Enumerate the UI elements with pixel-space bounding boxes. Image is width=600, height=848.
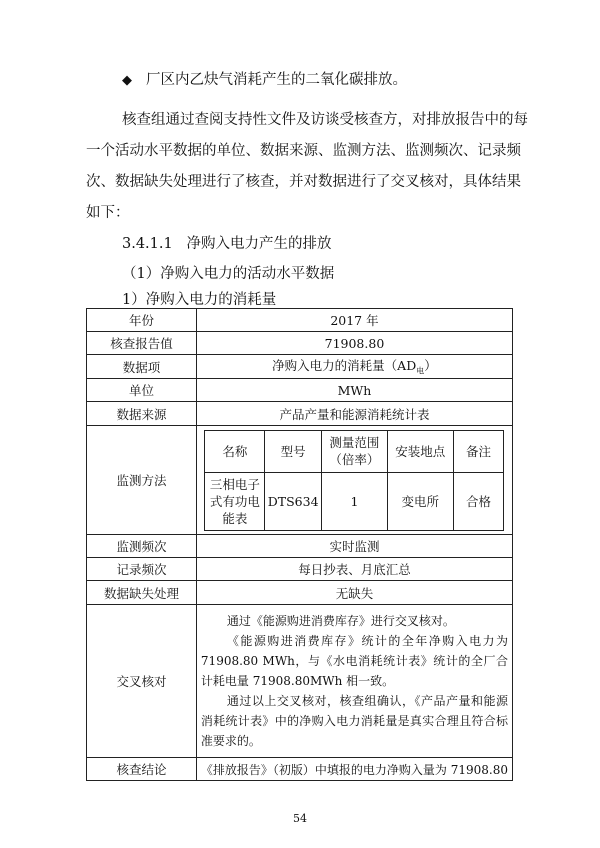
monitor-table — [204, 430, 504, 531]
row-value: 实时监测 — [196, 535, 512, 558]
row-value: MWh — [196, 379, 512, 402]
page-number: 54 — [293, 812, 307, 825]
row-value — [196, 355, 512, 379]
row-label: 监测频次 — [87, 535, 197, 558]
table-row — [87, 402, 513, 426]
monitor-header: 测量范围 （倍率） — [322, 430, 388, 472]
para-line-1: 核查组通过查阅支持性文件及访谈受核查方，对排放报告中的每 — [122, 112, 528, 128]
row-label: 监测方法 — [87, 426, 197, 535]
meter-location: 变电所 — [387, 472, 453, 530]
bullet-paragraph — [122, 70, 407, 91]
monitor-header: 备注 — [453, 430, 504, 472]
row-label: 交叉核对 — [87, 605, 197, 758]
table-row — [87, 309, 513, 332]
meter-remark: 合格 — [453, 472, 504, 530]
para-line-2: 一个活动水平数据的单位、数据来源、监测方法、监测频次、记录频 — [86, 143, 521, 159]
table-row — [87, 535, 513, 558]
data-item-suffix: ） — [424, 358, 437, 374]
meter-name: 三相电子 式有功电 能表 — [205, 472, 265, 530]
table-row — [87, 558, 513, 581]
meter-model: DTS634 — [265, 472, 322, 530]
section-heading: 3.4.1.1 净购入电力产生的排放 — [122, 236, 332, 252]
row-value: 产品产量和能源消耗统计表 — [196, 402, 512, 426]
table-row — [87, 379, 513, 402]
monitor-header: 安装地点 — [387, 430, 453, 472]
monitor-data-row — [205, 472, 504, 530]
cross-paragraph: 通过以上交叉核对，核查组确认，《产品产量和能源消耗统计表》中的净购入电力消耗量是真实合理且符合标准要求的。 — [200, 694, 508, 748]
row-label: 核查结论 — [87, 758, 197, 781]
row-label: 数据缺失处理 — [87, 581, 197, 605]
cross-paragraph: 通过《能源购进消费库存》进行交叉核对。 — [226, 614, 455, 628]
diamond-bullet-icon: ◆ — [122, 73, 132, 88]
para-line-4: 如下： — [86, 205, 130, 221]
cross-check-cell — [196, 605, 512, 758]
item-heading: 1）净购入电力的消耗量 — [122, 292, 277, 308]
row-label: 记录频次 — [87, 558, 197, 581]
meter-range: 1 — [322, 472, 388, 530]
table-row — [87, 426, 513, 535]
table-row — [87, 581, 513, 605]
table-row — [87, 355, 513, 379]
para-line-3: 次、数据缺失处理进行了核查，并对数据进行了交叉核对，具体结果 — [86, 174, 521, 190]
table-row — [87, 758, 513, 781]
row-value: 2017 年 — [196, 309, 512, 332]
row-label: 单位 — [87, 379, 197, 402]
bullet-text: 厂区内乙炔气消耗产生的二氧化碳排放。 — [146, 72, 407, 88]
data-item-text: 净购入电力的消耗量（AD — [272, 358, 417, 374]
row-label: 核查报告值 — [87, 332, 197, 355]
row-label: 年份 — [87, 309, 197, 332]
monitor-header: 型号 — [265, 430, 322, 472]
subsection-heading: （1）净购入电力的活动水平数据 — [122, 266, 335, 282]
monitor-header: 名称 — [205, 430, 265, 472]
verification-table — [86, 308, 513, 781]
table-row — [87, 605, 513, 758]
table-row — [87, 332, 513, 355]
monitor-cell — [196, 426, 512, 535]
data-item-subscript: 电 — [416, 366, 425, 376]
row-value: 《排放报告》（初版）中填报的电力净购入量为 71908.80 — [196, 758, 512, 781]
cross-paragraph: 《能源购进消费库存》统计的全年净购入电力为 71908.80 MWh，与《水电消耗统计表》统计的全厂合计耗电量 71908.80MWh 相一致。 — [200, 634, 508, 688]
row-label: 数据来源 — [87, 402, 197, 426]
row-label: 数据项 — [87, 355, 197, 379]
row-value: 无缺失 — [196, 581, 512, 605]
row-value: 每日抄表、月底汇总 — [196, 558, 512, 581]
monitor-header-row — [205, 430, 504, 472]
row-value: 71908.80 — [196, 332, 512, 355]
